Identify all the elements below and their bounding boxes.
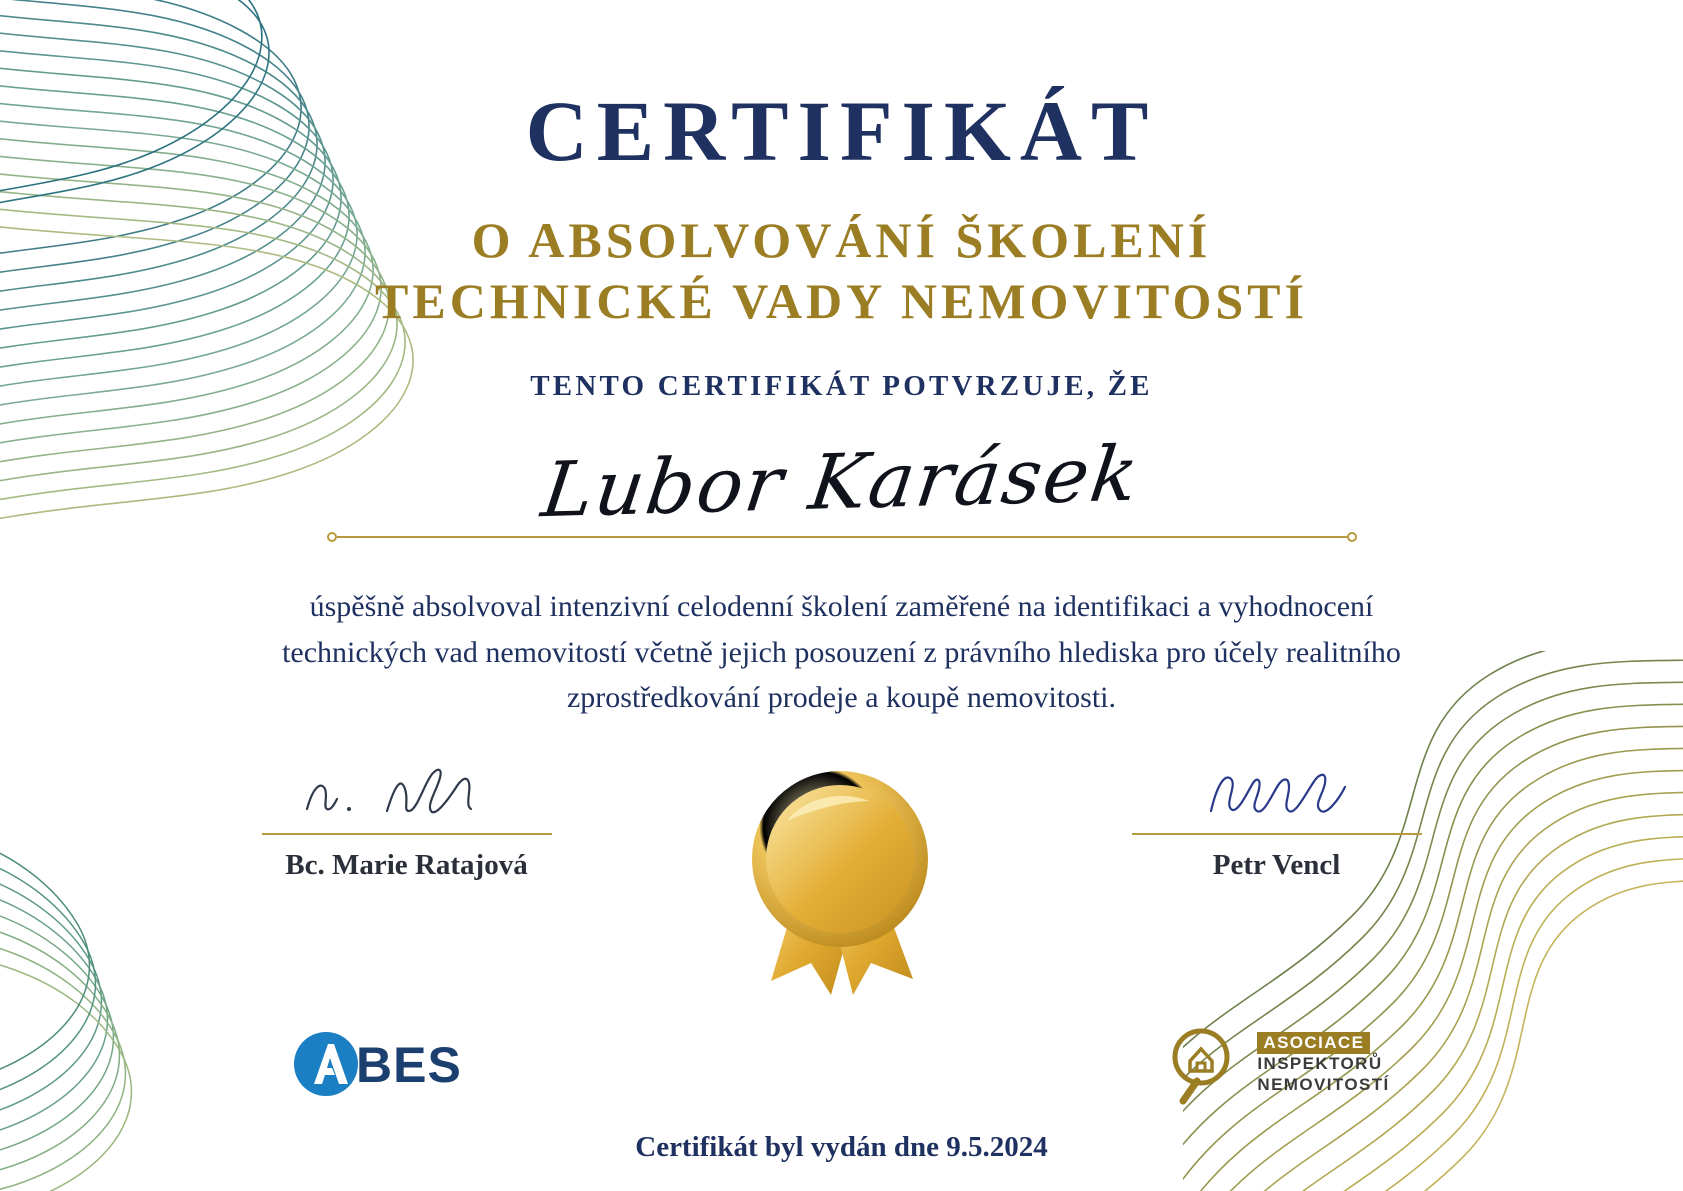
recipient-divider bbox=[327, 532, 1357, 542]
recipient-name: Lubor Karásek bbox=[537, 428, 1146, 535]
ain-logo-line-3: NEMOVITOSTÍ bbox=[1257, 1075, 1390, 1095]
signature-mark-petr-vencl bbox=[1147, 755, 1407, 829]
signature-block-left bbox=[252, 755, 562, 882]
certificate-body-text: úspěšně absolvoval intenzivní celodenní školení zaměřené na identifikaci a vyhodnocení technických vad nemovitostí včetně jejich posouzení z právního hlediska pro účely realitního zprostředkování prodeje a koupě nemovitosti. bbox=[282, 590, 1401, 715]
subtitle-line-2: TECHNICKÉ VADY NEMOVITOSTÍ bbox=[375, 273, 1308, 329]
divider-dot-left bbox=[327, 532, 337, 542]
signature-mark-marie-ratajova bbox=[277, 755, 537, 829]
divider-dot-right bbox=[1347, 532, 1357, 542]
subtitle-line-1: O ABSOLVOVÁNÍ ŠKOLENÍ bbox=[471, 212, 1212, 268]
signature-row bbox=[252, 755, 1432, 1009]
ain-logo-text bbox=[1257, 1032, 1389, 1096]
issue-date: Certifikát byl vydán dne 9.5.2024 bbox=[635, 1130, 1048, 1163]
abes-logo-icon bbox=[292, 1028, 522, 1100]
divider-line bbox=[337, 536, 1347, 538]
abes-logo bbox=[252, 1023, 562, 1105]
logo-row bbox=[252, 1023, 1432, 1105]
confirmation-label: TENTO CERTIFIKÁT POTVRZUJE, ŽE bbox=[530, 370, 1153, 402]
logo-spacer bbox=[722, 1023, 962, 1105]
ain-magnifier-house-icon bbox=[1163, 1023, 1245, 1105]
signature-line-right bbox=[1132, 833, 1422, 835]
signature-name-right: Petr Vencl bbox=[1212, 848, 1341, 881]
signature-name-left: Bc. Marie Ratajová bbox=[285, 848, 528, 881]
ain-logo-line-2: INSPEKTORŮ bbox=[1257, 1054, 1383, 1074]
ain-logo-line-1: ASOCIACE bbox=[1257, 1032, 1370, 1055]
gold-medal-icon bbox=[722, 749, 962, 1009]
signature-line-left bbox=[262, 833, 552, 835]
ain-logo bbox=[1122, 1023, 1432, 1105]
signature-block-right bbox=[1122, 755, 1432, 882]
svg-text:BES: BES bbox=[355, 1036, 462, 1093]
page-title: CERTIFIKÁT bbox=[525, 83, 1158, 179]
certificate-subtitle bbox=[375, 210, 1308, 332]
